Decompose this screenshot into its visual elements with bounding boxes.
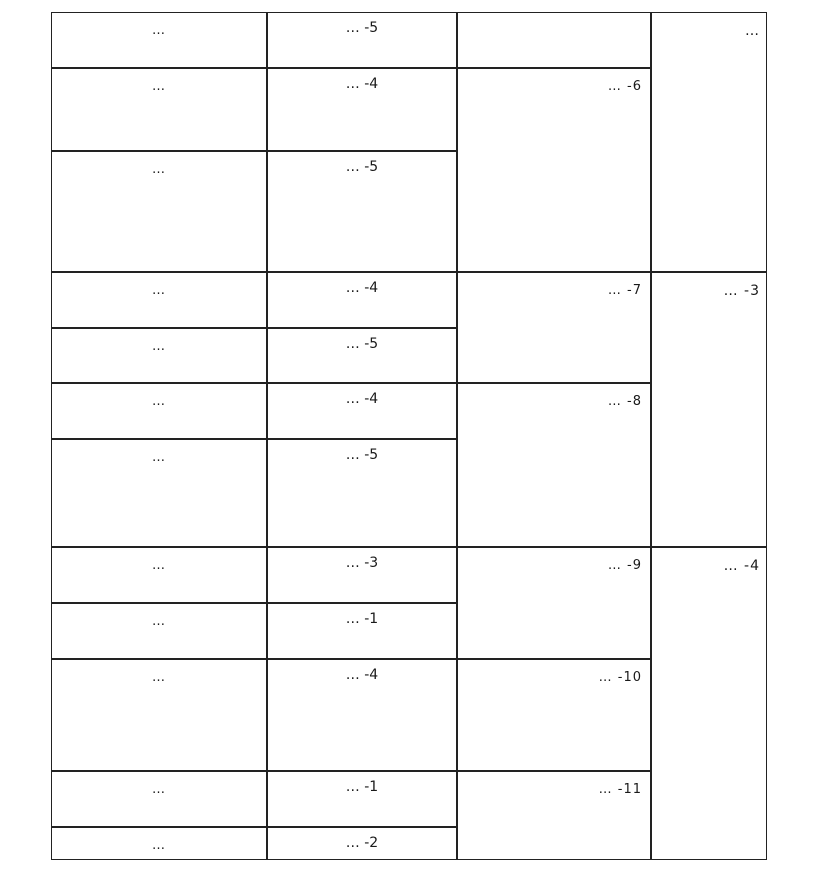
plo-text: 3- … [723, 283, 760, 299]
domain-cell [267, 151, 457, 272]
outcome-cell [51, 547, 267, 603]
outcome-cell [51, 328, 267, 383]
clo-cell-8 [457, 383, 651, 547]
domain-text: 2- … [345, 835, 379, 851]
clo-cell-7 [457, 272, 651, 383]
clo-cell-10 [457, 659, 651, 771]
outcome-cell [51, 827, 267, 860]
plo-text: 4- … [723, 558, 760, 574]
domain-text: 4- … [345, 667, 379, 683]
domain-cell [267, 827, 457, 860]
clo-cell-9 [457, 547, 651, 659]
outcome-text: … [152, 450, 166, 465]
domain-text: 5- … [345, 159, 379, 175]
outcome-text: … [152, 162, 166, 177]
clo-text: 7- … [607, 283, 642, 298]
clo-text: 10- … [598, 670, 642, 685]
domain-cell [267, 771, 457, 827]
outcome-text: … [152, 79, 166, 94]
outcome-cell [51, 68, 267, 151]
outcome-text: … [152, 394, 166, 409]
outcome-cell [51, 12, 267, 68]
domain-text: 4- … [345, 76, 379, 92]
clo-cell-6 [457, 68, 651, 272]
domain-text: 4- … [345, 280, 379, 296]
plo-cell-3 [651, 272, 767, 547]
outcome-text: … [152, 614, 166, 629]
domain-text: 1- … [345, 779, 379, 795]
domain-cell [267, 272, 457, 328]
outcome-text: … [152, 339, 166, 354]
clo-text: 11- … [598, 782, 642, 797]
outcome-text: … [152, 23, 166, 38]
domain-cell [267, 68, 457, 151]
domain-text: 5- … [345, 336, 379, 352]
domain-text: 3- … [345, 555, 379, 571]
clo-text: 8- … [607, 394, 642, 409]
domain-cell [267, 383, 457, 439]
plo-cell-1 [651, 12, 767, 272]
clo-text: 9- … [607, 558, 642, 573]
outcome-cell [51, 603, 267, 659]
domain-cell [267, 547, 457, 603]
domain-text: 1- … [345, 611, 379, 627]
outcome-cell [51, 151, 267, 272]
plo-cell-4 [651, 547, 767, 860]
domain-text: 5- … [345, 20, 379, 36]
outcome-text: … [152, 283, 166, 298]
outcome-text: … [152, 670, 166, 685]
clo-cell-empty [457, 12, 651, 68]
plo-text: … [745, 23, 760, 39]
domain-text: 5- … [345, 447, 379, 463]
outcome-cell [51, 771, 267, 827]
outcome-text: … [152, 838, 166, 853]
outcome-text: … [152, 782, 166, 797]
domain-cell [267, 439, 457, 547]
clo-cell-11 [457, 771, 651, 860]
outcome-cell [51, 383, 267, 439]
outcome-cell [51, 659, 267, 771]
outcome-text: … [152, 558, 166, 573]
domain-cell [267, 12, 457, 68]
clo-text: 6- … [607, 79, 642, 94]
domain-text: 4- … [345, 391, 379, 407]
domain-cell [267, 603, 457, 659]
domain-cell [267, 328, 457, 383]
outcome-cell [51, 439, 267, 547]
outcome-cell [51, 272, 267, 328]
domain-cell [267, 659, 457, 771]
